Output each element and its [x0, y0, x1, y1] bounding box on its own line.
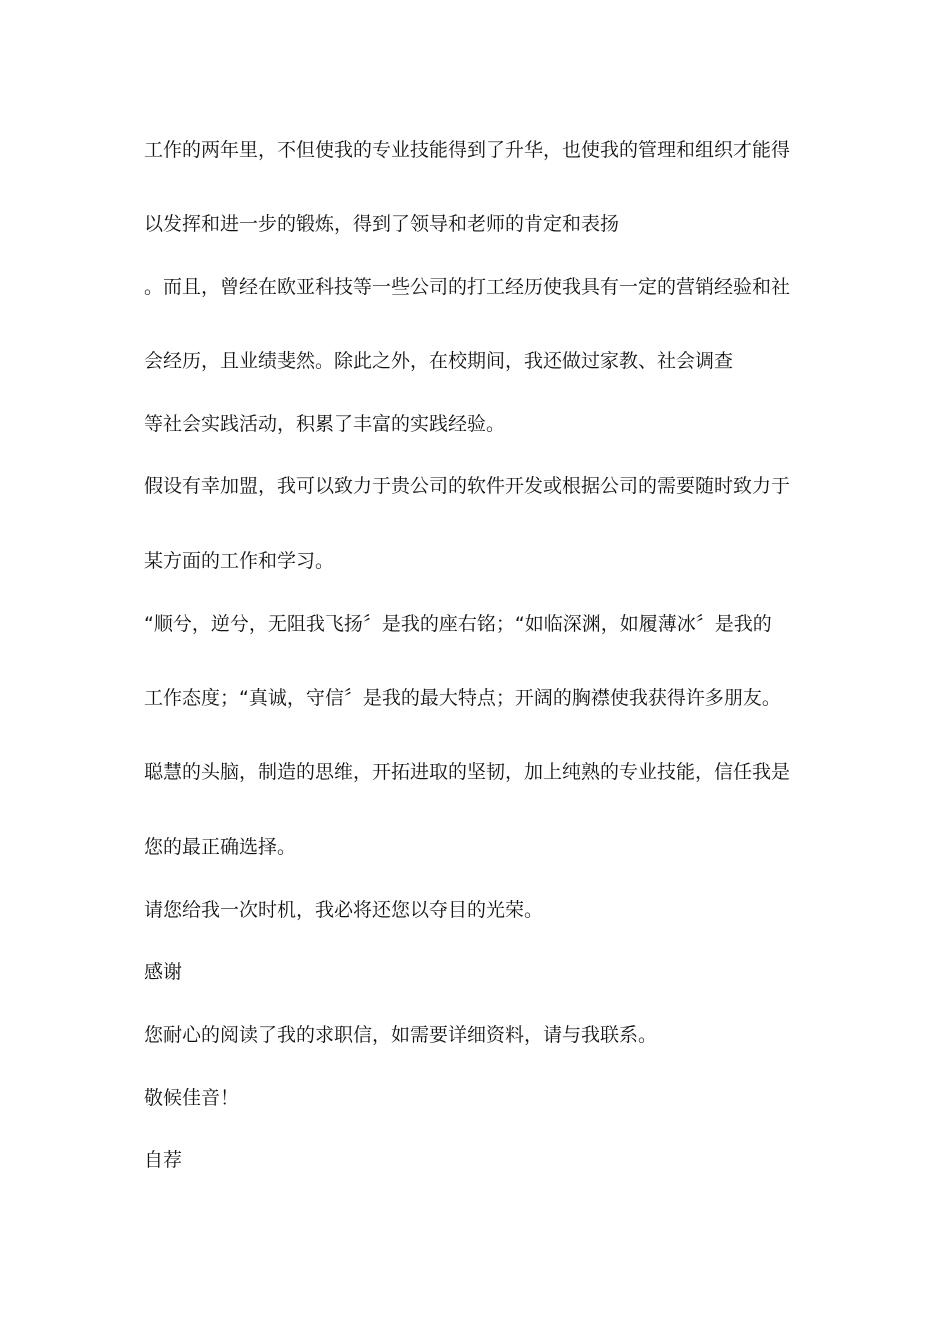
text-line-8: “顺兮，逆兮，无阻我飞扬〞是我的座右铭；“如临深渊，如履薄冰〞是我的 [144, 613, 772, 635]
text-line-14: 您耐心的阅读了我的求职信，如需要详细资料，请与我联系。 [144, 1024, 658, 1046]
text-line-10: 聪慧的头脑，制造的思维，开拓进取的坚韧，加上纯熟的专业技能，信任我是 [144, 761, 791, 783]
text-line-7: 某方面的工作和学习。 [144, 550, 335, 572]
text-line-12: 请您给我一次时机，我必将还您以夺目的光荣。 [144, 899, 544, 921]
text-line-2: 以发挥和进一步的锻炼，得到了领导和老师的肯定和表扬 [144, 213, 620, 235]
text-line-9: 工作态度；“真诚，守信〞是我的最大特点；开阔的胸襟使我获得许多朋友。 [144, 687, 781, 709]
text-line-13: 感谢 [144, 961, 183, 983]
text-line-11: 您的最正确选择。 [144, 836, 297, 858]
text-line-5: 等社会实践活动，积累了丰富的实践经验。 [144, 413, 506, 435]
text-line-1: 工作的两年里，不但使我的专业技能得到了升华，也使我的管理和组织才能得 [144, 139, 791, 161]
text-line-6: 假设有幸加盟，我可以致力于贵公司的软件开发或根据公司的需要随时致力于 [144, 475, 791, 497]
text-line-16: 自荐 [144, 1149, 183, 1171]
text-line-15: 敬候佳音！ [144, 1087, 240, 1109]
text-line-4: 会经历，且业绩斐然。除此之外，在校期间，我还做过家教、社会调查 [144, 350, 734, 372]
text-line-3: 。而且，曾经在欧亚科技等一些公司的打工经历使我具有一定的营销经验和社 [144, 276, 791, 298]
